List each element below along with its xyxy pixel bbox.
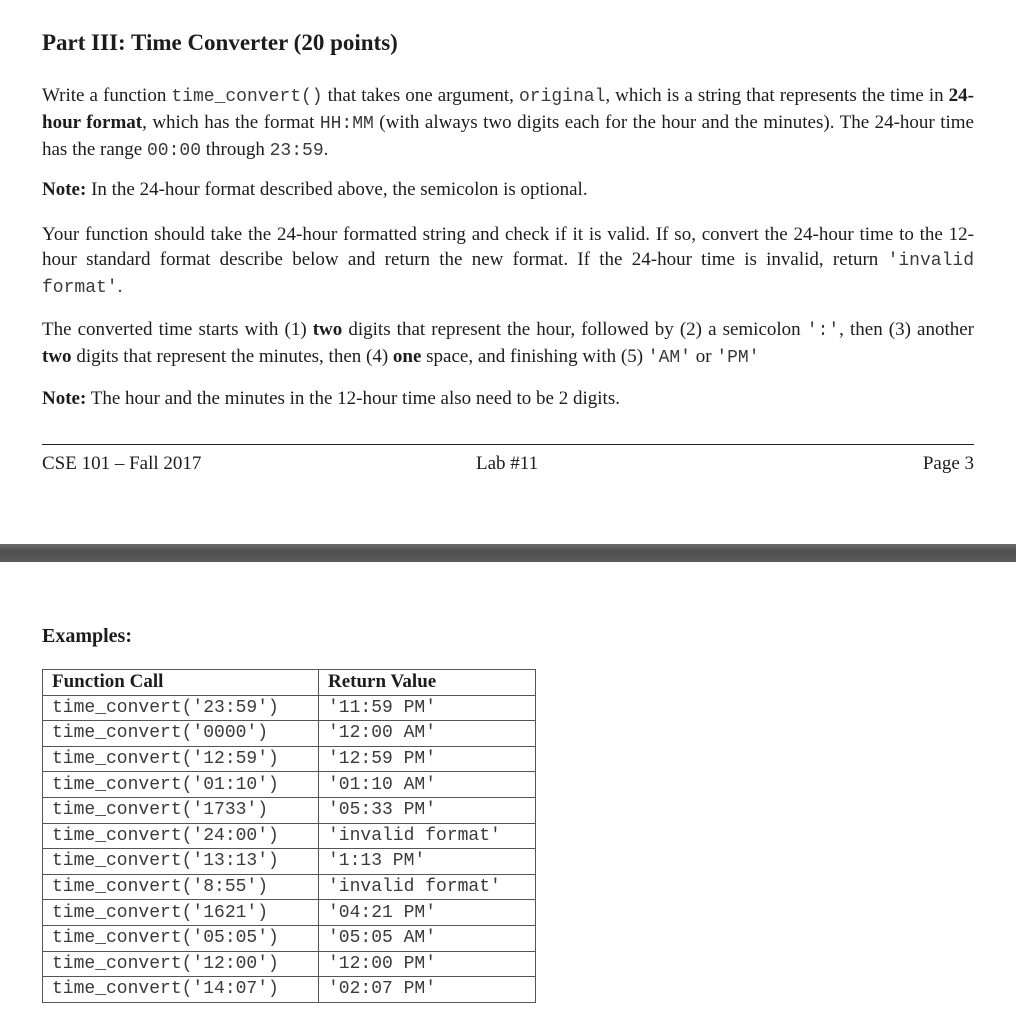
table-header-row [43,670,536,696]
return-value-cell: '12:00 AM' [319,721,536,747]
header-return-value: Return Value [319,670,536,696]
function-call-cell: time_convert('14:07') [43,977,319,1003]
function-call-cell: time_convert('12:59') [43,746,319,772]
function-call-cell: time_convert('1733') [43,797,319,823]
table-row [43,746,536,772]
function-name-code: time_convert() [171,87,323,107]
table-row [43,797,536,823]
function-call-cell: time_convert('01:10') [43,772,319,798]
table-row [43,823,536,849]
format-description-paragraph: The converted time starts with (1) two digits that represent the hour, followed by (2) a semicolon ':', then (3) another two digits that represent the minutes, then (4) one space, and finishing with (5) 'AM' or 'PM' [42,319,974,368]
footer-page-number: Page 3 [922,453,974,474]
table-row [43,977,536,1003]
function-call-cell: time_convert('0000') [43,721,319,747]
return-value-cell: '05:05 AM' [319,925,536,951]
return-value-cell: '01:10 AM' [319,772,536,798]
return-value-cell: 'invalid format' [319,874,536,900]
function-call-cell: time_convert('13:13') [43,849,319,875]
function-call-cell: time_convert('1621') [43,900,319,926]
return-value-cell: '12:00 PM' [319,951,536,977]
table-row [43,951,536,977]
table-row [43,721,536,747]
table-row [43,695,536,721]
function-call-cell: time_convert('12:00') [43,951,319,977]
footer-lab: Lab #11 [476,453,539,474]
return-value-cell: 'invalid format' [319,823,536,849]
header-function-call: Function Call [43,670,319,696]
note-two-digits: Note: The hour and the minutes in the 12-hour time also need to be 2 digits. [42,388,620,409]
invalid-format-code: 'invalid format' [42,251,974,298]
note-semicolon: Note: In the 24-hour format described above, the semicolon is optional. [42,179,588,200]
function-call-cell: time_convert('24:00') [43,823,319,849]
table-row [43,925,536,951]
return-value-cell: '04:21 PM' [319,900,536,926]
footer-divider [42,444,974,445]
function-call-cell: time_convert('23:59') [43,695,319,721]
function-call-cell: time_convert('05:05') [43,925,319,951]
examples-heading: Examples: [42,625,132,647]
format-code: HH:MM [319,114,374,134]
return-value-cell: '1:13 PM' [319,849,536,875]
argument-code: original [518,87,606,107]
examples-table [42,669,536,1003]
table-row [43,772,536,798]
return-value-cell: '02:07 PM' [319,977,536,1003]
intro-paragraph: Write a function time_convert() that takes one argument, original, which is a string that represents the time in 24-hour format, which has the format HH:MM (with always two digits each for the hour and the minutes). The 24-hour time has the range 00:00 through 23:59. [42,85,974,161]
return-value-cell: '12:59 PM' [319,746,536,772]
return-value-cell: '05:33 PM' [319,797,536,823]
section-title: Part III: Time Converter (20 points) [42,30,398,55]
return-value-cell: '11:59 PM' [319,695,536,721]
page-break-band [0,544,1016,562]
footer-course: CSE 101 – Fall 2017 [42,453,202,474]
function-call-cell: time_convert('8:55') [43,874,319,900]
table-row [43,849,536,875]
table-row [43,874,536,900]
table-row [43,900,536,926]
validation-paragraph: Your function should take the 24-hour formatted string and check if it is valid. If so, convert the 24-hour time to the 12-hour standard format describe below and return the new format. If the 24-hour time is invalid, return 'invalid format'. [42,224,974,298]
